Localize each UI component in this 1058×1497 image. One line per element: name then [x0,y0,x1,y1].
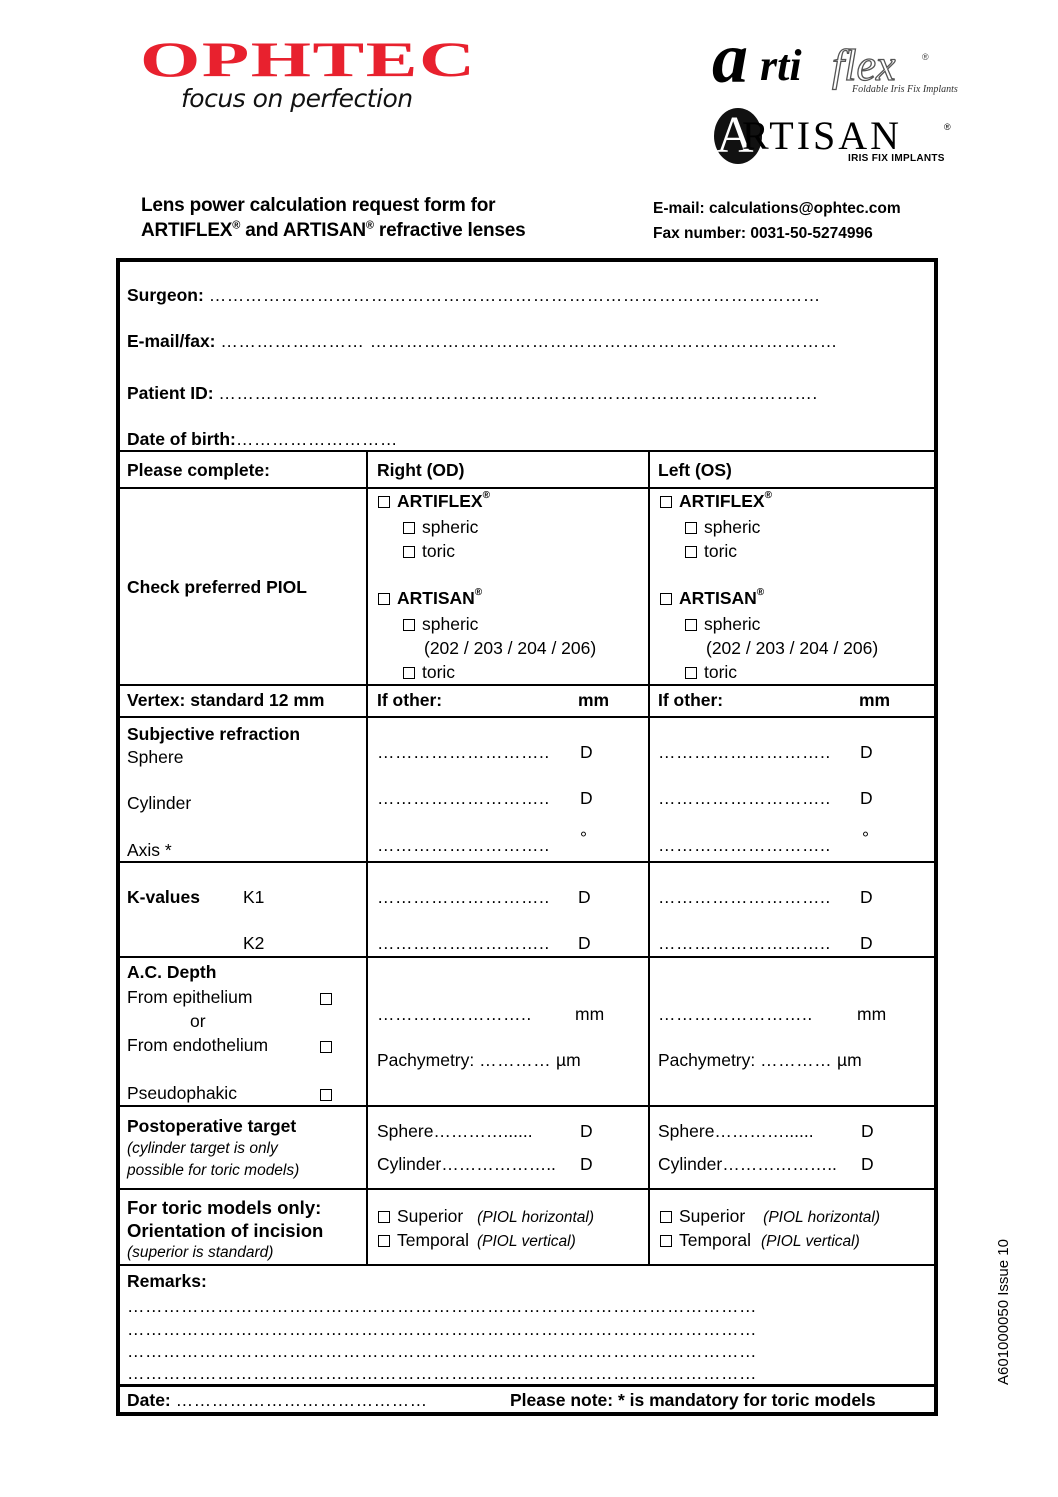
divider [116,1105,938,1107]
left-os-header: Left (OS) [658,460,732,480]
epithelium-label: From epithelium [127,987,253,1007]
option-label: spheric [422,614,479,634]
divider [116,487,938,489]
divider [116,1264,938,1266]
pachymetry-unit: µm [837,1050,862,1070]
od-k2-unit: D [578,933,591,953]
remarks-line-1[interactable]: …………………………………………………………………………………………… [127,1296,757,1316]
os-cylinder-unit: D [860,788,873,808]
checkbox-icon[interactable] [403,522,415,534]
please-complete-header: Please complete: [127,460,270,480]
od-target-sphere-input[interactable]: Sphere…………...... [377,1121,533,1141]
remarks-line-2[interactable]: …………………………………………………………………………………………… [127,1319,757,1339]
option-label: ARTISAN [679,588,757,608]
os-artisan-toric[interactable] [685,664,737,682]
od-superior-option[interactable] [378,1208,594,1226]
os-temporal-option[interactable] [660,1232,860,1250]
checkbox-icon[interactable] [378,496,390,508]
option-label: Superior [397,1206,464,1226]
os-acdepth-unit: mm [857,1004,887,1024]
form-title [141,193,525,243]
checkbox-icon[interactable] [685,522,697,534]
sphere-label: Sphere [127,747,184,767]
artiflex-logo-a: a [712,18,748,98]
os-cylinder-input[interactable]: ……………………….. [658,788,831,808]
os-k1-unit: D [860,887,873,907]
od-temporal-option[interactable] [378,1232,576,1250]
checkbox-icon[interactable] [685,667,697,679]
remarks-line-3[interactable]: …………………………………………………………………………………………… [127,1341,757,1361]
option-label: Temporal [397,1230,469,1250]
od-pachymetry-input[interactable]: ………… [479,1050,552,1070]
od-acdepth-unit: mm [575,1004,605,1024]
date-field[interactable] [127,1392,428,1410]
contact-info [653,196,901,246]
piol-label: Check preferred PIOL [127,577,307,597]
os-target-cylinder-unit: D [861,1154,874,1174]
dob-field[interactable] [127,431,398,449]
pachymetry-label: Pachymetry: [377,1050,475,1070]
od-cylinder-input[interactable]: ……………………….. [377,788,550,808]
axis-label: Axis * [127,840,172,860]
os-pachymetry-input[interactable]: ………… [760,1050,833,1070]
artiflex-registered-mark: ® [922,52,929,62]
title-artisan: and ARTISAN [240,220,366,241]
option-label: Superior [679,1206,746,1226]
document-code: A601000050 Issue 10 [995,1239,1012,1385]
od-k2-input[interactable]: ……………………….. [377,933,550,953]
option-note: (PIOL vertical) [760,1233,860,1250]
artisan-registered-mark: ® [944,122,951,132]
checkbox-icon[interactable] [320,1041,332,1053]
target-title: Postoperative target [127,1116,297,1136]
divider [116,861,938,863]
od-artiflex-toric[interactable] [403,543,455,561]
ophtec-logo: OPHTEC [140,31,477,87]
od-artisan-option[interactable] [378,587,483,608]
title-artiflex: ARTIFLEX [141,220,233,241]
date-input[interactable]: …………………………………… [175,1390,428,1410]
os-k2-unit: D [860,933,873,953]
reg-mark: ® [756,587,765,598]
os-vertex-unit: mm [859,690,891,710]
option-note: (PIOL horizontal) [477,1209,595,1226]
option-label: spheric [704,517,761,537]
checkbox-icon[interactable] [403,667,415,679]
checkbox-icon[interactable] [378,593,390,605]
remarks-line-4[interactable]: …………………………………………………………………………………………… [127,1363,757,1383]
refraction-title: Subjective refraction [127,724,301,744]
od-k1-input[interactable]: ……………………….. [377,887,550,907]
os-acdepth-input[interactable]: …………………….. [658,1004,813,1024]
patient-id-field[interactable] [127,385,818,403]
checkbox-icon[interactable] [660,593,672,605]
dob-input[interactable]: ……………………… [235,429,398,449]
reg-mark: ® [474,587,483,598]
divider [116,956,938,958]
k1-label: K1 [243,887,265,907]
os-artiflex-option[interactable] [660,490,772,511]
od-vertex-if-other[interactable]: If other: [377,690,443,710]
kvalues-label: K-values [127,887,200,907]
od-pachymetry-field[interactable] [377,1052,581,1070]
mandatory-note: Please note: * is mandatory for toric models [510,1390,876,1410]
email-fax-label: E-mail/fax: [127,331,216,351]
checkbox-icon[interactable] [660,496,672,508]
option-label: spheric [422,517,479,537]
surgeon-input[interactable]: ………………………………………………………………………………………… [208,285,821,305]
os-target-sphere-input[interactable]: Sphere…………...... [658,1121,814,1141]
toric-note: (superior is standard) [127,1244,274,1261]
checkbox-icon[interactable] [320,993,332,1005]
or-label: or [190,1011,206,1031]
title-reg-1: ® [232,219,241,232]
os-axis-unit: ° [862,828,869,848]
os-superior-option[interactable] [660,1208,880,1226]
os-sphere-input[interactable]: ……………………….. [658,742,831,762]
checkbox-icon[interactable] [685,619,697,631]
pachymetry-unit: µm [556,1050,581,1070]
target-note-1: (cylinder target is only [127,1140,278,1157]
endothelium-label: From endothelium [127,1035,269,1055]
reg-mark: ® [764,490,772,501]
title-refractive: refractive lenses [373,220,526,241]
option-label: ARTIFLEX [397,491,483,511]
od-axis-unit: ° [580,828,587,848]
patient-id-input[interactable]: ………………………………………………………………………………………. [218,383,818,403]
od-cylinder-unit: D [580,788,593,808]
od-sphere-unit: D [580,742,593,762]
reg-mark: ® [482,490,490,501]
pseudophakic-checkbox[interactable] [320,1086,339,1104]
od-artisan-spheric[interactable] [403,616,478,634]
column-divider [366,450,368,1265]
acdepth-title: A.C. Depth [127,962,217,982]
right-od-header: Right (OD) [377,460,465,480]
title-reg-2: ® [365,219,374,232]
os-artisan-models: (202 / 203 / 204 / 206) [706,638,879,658]
os-vertex-if-other[interactable]: If other: [658,690,724,710]
option-note: (PIOL vertical) [476,1233,576,1250]
od-vertex-unit: mm [578,690,610,710]
os-k1-input[interactable]: ……………………….. [658,887,831,907]
checkbox-icon[interactable] [378,1235,390,1247]
od-axis-input[interactable]: ……………………….. [377,835,550,855]
checkbox-icon[interactable] [320,1089,332,1101]
artisan-logo-subtitle: IRIS FIX IMPLANTS [848,153,945,164]
checkbox-icon[interactable] [685,546,697,558]
ophtec-tagline: focus on perfection [181,84,413,113]
option-label: ARTIFLEX [679,491,765,511]
divider [116,716,938,718]
option-label: toric [704,541,738,561]
date-label: Date: [127,1390,171,1410]
email-fax-input[interactable]: …………………… …………………………………………………………………… [220,331,838,351]
epithelium-checkbox[interactable] [320,990,339,1008]
divider [116,1188,938,1190]
od-k1-unit: D [578,887,591,907]
pseudophakic-label: Pseudophakic [127,1083,237,1103]
checkbox-icon[interactable] [378,1211,390,1223]
option-label: ARTISAN [397,588,475,608]
target-note-2: possible for toric models) [127,1162,300,1179]
os-target-sphere-unit: D [861,1121,874,1141]
contact-fax: Fax number: 0031-50-5274996 [653,225,873,242]
od-target-cylinder-input[interactable]: Cylinder……………….. [377,1154,556,1174]
cylinder-label: Cylinder [127,793,192,813]
option-label: Temporal [679,1230,751,1250]
checkbox-icon[interactable] [660,1211,672,1223]
os-sphere-unit: D [860,742,873,762]
form-title-line1: Lens power calculation request form for [141,195,496,216]
toric-title-1: For toric models only: [127,1197,322,1218]
od-sphere-input[interactable]: ……………………….. [377,742,550,762]
patient-id-label: Patient ID: [127,383,214,403]
od-artiflex-option[interactable] [378,490,490,511]
divider [116,450,938,452]
email-fax-field[interactable] [127,333,838,351]
option-label: toric [704,662,738,682]
divider [116,684,938,686]
divider [116,1384,938,1387]
artisan-logo-word: RTISAN [742,113,903,158]
k2-label: K2 [243,933,265,953]
os-pachymetry-field[interactable] [658,1052,862,1070]
od-acdepth-input[interactable]: …………………….. [377,1004,532,1024]
od-artiflex-spheric[interactable] [403,519,478,537]
surgeon-label: Surgeon: [127,285,204,305]
form-title-line2 [141,218,525,243]
artiflex-logo-rti: rti [760,41,802,90]
option-label: toric [422,541,456,561]
artiflex-logo-subtitle: Foldable Iris Fix Implants [852,84,958,95]
os-target-cylinder-input[interactable]: Cylinder……………….. [658,1154,837,1174]
contact-email[interactable]: E-mail: calculations@ophtec.com [653,200,901,217]
od-artisan-models: (202 / 203 / 204 / 206) [424,638,597,658]
od-target-cylinder-unit: D [580,1154,593,1174]
option-label: spheric [704,614,761,634]
endothelium-checkbox[interactable] [320,1038,339,1056]
remarks-label: Remarks: [127,1271,207,1291]
checkbox-icon[interactable] [660,1235,672,1247]
artiflex-logo-flex: flex [832,41,896,90]
os-axis-input[interactable]: ……………………….. [658,835,831,855]
pachymetry-label: Pachymetry: [658,1050,756,1070]
surgeon-field[interactable] [127,287,821,305]
checkbox-icon[interactable] [403,546,415,558]
option-label: toric [422,662,456,682]
dob-label: Date of birth: [127,429,236,449]
os-artiflex-toric[interactable] [685,543,737,561]
toric-title-2: Orientation of incision [127,1220,324,1241]
os-artisan-option[interactable] [660,587,765,608]
os-k2-input[interactable]: ……………………….. [658,933,831,953]
artisan-logo-a: A [716,107,754,164]
od-target-sphere-unit: D [580,1121,593,1141]
os-artiflex-spheric[interactable] [685,519,760,537]
option-note: (PIOL horizontal) [763,1209,881,1226]
column-divider [648,450,650,1265]
od-artisan-toric[interactable] [403,664,455,682]
os-artisan-spheric[interactable] [685,616,760,634]
checkbox-icon[interactable] [403,619,415,631]
vertex-label: Vertex: standard 12 mm [127,690,325,710]
